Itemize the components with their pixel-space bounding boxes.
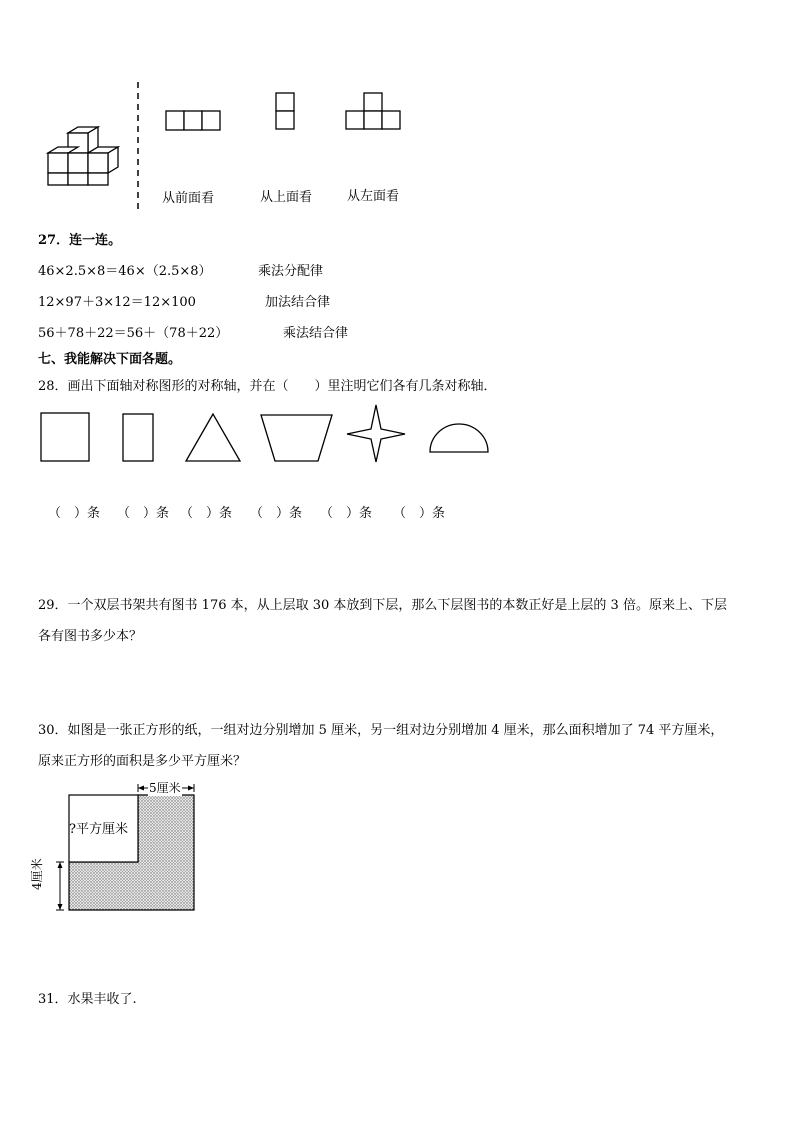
q27-law-2[interactable]: 加法结合律 bbox=[265, 295, 331, 310]
q27-law-3[interactable]: 乘法结合律 bbox=[283, 326, 349, 341]
q30-side-dimension-label: 4厘米 bbox=[30, 858, 44, 890]
q27-title: 27．连一连。 bbox=[38, 233, 122, 248]
top-view-icon bbox=[275, 92, 297, 132]
q28-title: 28．画出下面轴对称图形的对称轴，并在（ ）里注明它们各有几条对称轴． bbox=[38, 379, 497, 394]
q28-blank-1[interactable]: （ ）条 bbox=[48, 506, 101, 521]
q28-blank-4[interactable]: （ ）条 bbox=[250, 506, 303, 521]
q31-title: 31．水果丰收了. bbox=[38, 992, 137, 1007]
left-view-icon bbox=[345, 92, 405, 132]
q28-blank-6[interactable]: （ ）条 bbox=[393, 506, 446, 521]
front-view-label: 从前面看 bbox=[162, 191, 215, 206]
q29-line-2: 各有图书多少本？ bbox=[38, 629, 143, 644]
q30-top-dimension-label: 5厘米 bbox=[149, 781, 181, 795]
q30-line-1: 30．如图是一张正方形的纸，一组对边分别增加 5 厘米，另一组对边分别增加 4 厘米，那么面积增加了 74 平方厘米， bbox=[38, 723, 724, 738]
trapezoid-icon bbox=[260, 412, 335, 464]
q28-blank-5[interactable]: （ ）条 bbox=[320, 506, 373, 521]
q29-line-1: 29．一个双层书架共有图书 176 本，从上层取 30 本放到下层，那么下层图书的本数正好是上层的 3 倍。原来上、下层 bbox=[38, 598, 727, 613]
front-view-icon bbox=[165, 110, 225, 132]
triangle-icon bbox=[184, 412, 244, 464]
top-view-label: 从上面看 bbox=[260, 190, 313, 205]
cube-stack-figure bbox=[40, 125, 130, 195]
q28-blank-2[interactable]: （ ）条 bbox=[117, 506, 170, 521]
q27-expr-3: 56＋78＋22＝56＋（78＋22） bbox=[38, 326, 229, 341]
q27-expr-2: 12×97＋3×12＝12×100 bbox=[38, 295, 196, 310]
square-icon bbox=[40, 412, 92, 464]
q30-line-2: 原来正方形的面积是多少平方厘米？ bbox=[38, 754, 247, 769]
semicircle-icon bbox=[428, 422, 492, 454]
q30-inner-label: ?平方厘米 bbox=[69, 822, 128, 837]
q27-expr-1: 46×2.5×8＝46×（2.5×8） bbox=[38, 264, 212, 279]
q28-blank-3[interactable]: （ ）条 bbox=[180, 506, 233, 521]
section-7-title: 七、我能解决下面各题。 bbox=[38, 352, 182, 367]
four-point-star-icon bbox=[348, 404, 408, 464]
dashed-divider bbox=[136, 82, 140, 212]
rectangle-icon bbox=[122, 413, 156, 463]
left-view-label: 从左面看 bbox=[347, 189, 400, 204]
q27-law-1[interactable]: 乘法分配律 bbox=[258, 264, 324, 279]
q30-square-figure bbox=[36, 776, 206, 916]
